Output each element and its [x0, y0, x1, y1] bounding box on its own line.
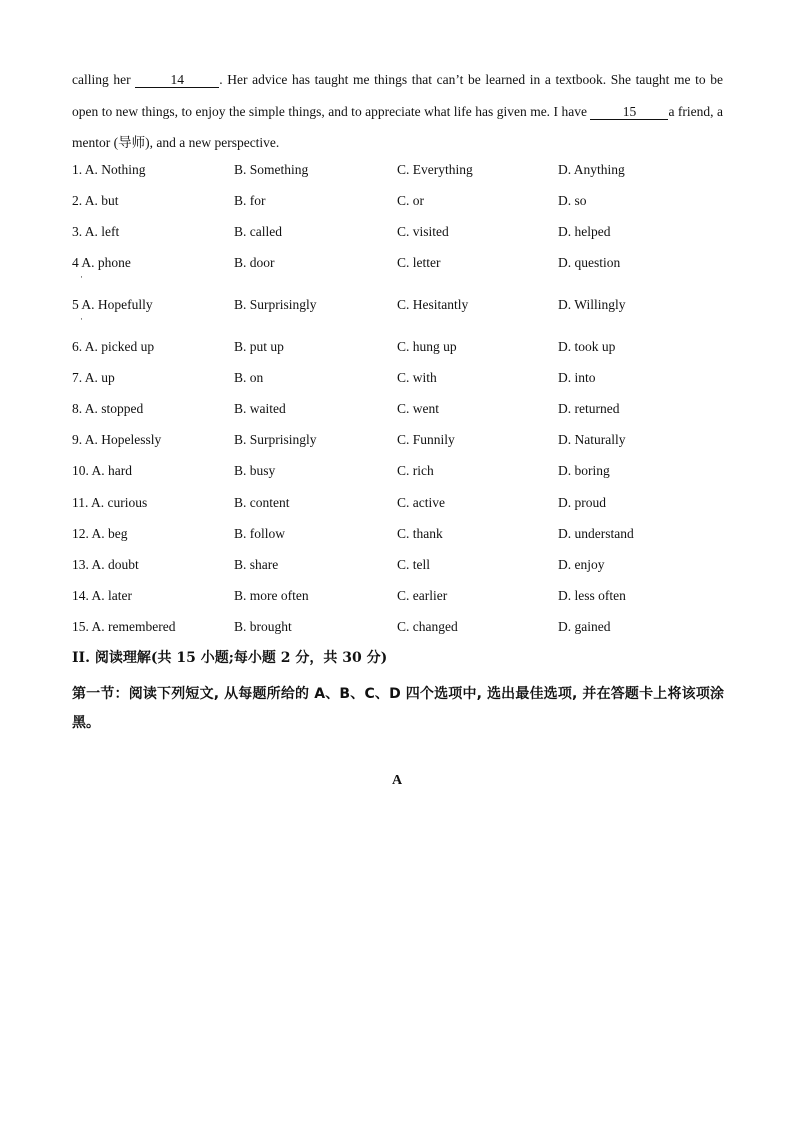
option-b: B. busy: [234, 463, 276, 478]
option-c: C. or: [397, 193, 424, 208]
option-c: C. thank: [397, 526, 443, 541]
dot-mark: ·: [80, 272, 83, 282]
option-c: C. Funnily: [397, 432, 455, 447]
option-d: D. took up: [558, 339, 616, 354]
option-a: 11. A. curious: [72, 495, 148, 510]
option-a: 2. A. but: [72, 193, 119, 208]
passage-text-middle: . Her advice has taught me things that can’t be learned in a textbook. She taught me to be open to new things, to enjoy the simple things, and to appreciate what life has given me. I have: [72, 72, 723, 119]
option-b: B. Surprisingly: [234, 432, 317, 447]
option-b: B. brought: [234, 619, 292, 634]
option-d: D. enjoy: [558, 557, 605, 572]
option-b: B. put up: [234, 339, 284, 354]
option-a: 13. A. doubt: [72, 557, 139, 572]
option-d: D. understand: [558, 526, 634, 541]
blank-15: 15: [590, 104, 668, 120]
option-a: 8. A. stopped: [72, 401, 144, 416]
option-a: 9. A. Hopelessly: [72, 432, 162, 447]
option-d: D. Willingly: [558, 297, 626, 312]
option-c: C. letter: [397, 255, 441, 270]
option-c: C. changed: [397, 619, 458, 634]
option-c: C. visited: [397, 224, 449, 239]
option-b: B. door: [234, 255, 275, 270]
option-a: 3. A. left: [72, 224, 120, 239]
option-a: 7. A. up: [72, 370, 115, 385]
option-b: B. content: [234, 495, 290, 510]
option-d: D. less often: [558, 588, 626, 603]
option-d: D. helped: [558, 224, 611, 239]
passage-text-start: calling her: [72, 72, 136, 87]
option-b: B. more often: [234, 588, 309, 603]
option-b: B. called: [234, 224, 282, 239]
option-d: D. proud: [558, 495, 606, 510]
option-b: B. share: [234, 557, 279, 572]
option-b: B. Surprisingly: [234, 297, 317, 312]
option-c: C. hung up: [397, 339, 457, 354]
option-c: C. Everything: [397, 162, 473, 177]
option-a: 5 A. Hopefully: [72, 297, 153, 312]
option-a: 10. A. hard: [72, 463, 133, 478]
option-c: C. active: [397, 495, 445, 510]
option-d: D. gained: [558, 619, 611, 634]
option-b: B. for: [234, 193, 266, 208]
option-a: 15. A. remembered: [72, 619, 176, 634]
option-c: C. earlier: [397, 588, 448, 603]
cloze-passage-paragraph: [72, 64, 723, 159]
option-d: D. boring: [558, 463, 610, 478]
option-d: D. into: [558, 370, 596, 385]
option-c: C. Hesitantly: [397, 297, 469, 312]
option-d: D. Anything: [558, 162, 625, 177]
passage-text-end: a friend, a mentor (导师), and a new perspective.: [72, 103, 724, 150]
option-c: C. rich: [397, 463, 434, 478]
option-c: C. went: [397, 401, 439, 416]
option-a: 12. A. beg: [72, 526, 128, 541]
dot-mark: ·: [80, 314, 83, 324]
option-a: 14. A. later: [72, 588, 132, 603]
option-b: B. waited: [234, 401, 286, 416]
option-c: C. with: [397, 370, 437, 385]
section-instructions: 第一节：阅读下列短文, 从每题所给的 A、B、C、D 四个选项中, 选出最佳选项, 并在答题卡上将该项涂黑。: [72, 686, 724, 731]
blank-14: 14: [135, 72, 219, 88]
option-b: B. on: [234, 370, 264, 385]
option-a: 4 A. phone: [72, 255, 131, 270]
option-c: C. tell: [397, 557, 430, 572]
option-d: D. returned: [558, 401, 620, 416]
option-a: 1. A. Nothing: [72, 162, 146, 177]
option-d: D. Naturally: [558, 432, 626, 447]
section-title-reading: II. 阅读理解(共 15 小题;每小题 2 分，共 30 分): [72, 650, 388, 666]
option-b: B. follow: [234, 526, 286, 541]
passage-label: A: [391, 773, 403, 788]
option-d: D. question: [558, 255, 621, 270]
option-b: B. Something: [234, 162, 309, 177]
option-a: 6. A. picked up: [72, 339, 155, 354]
option-d: D. so: [558, 193, 587, 208]
